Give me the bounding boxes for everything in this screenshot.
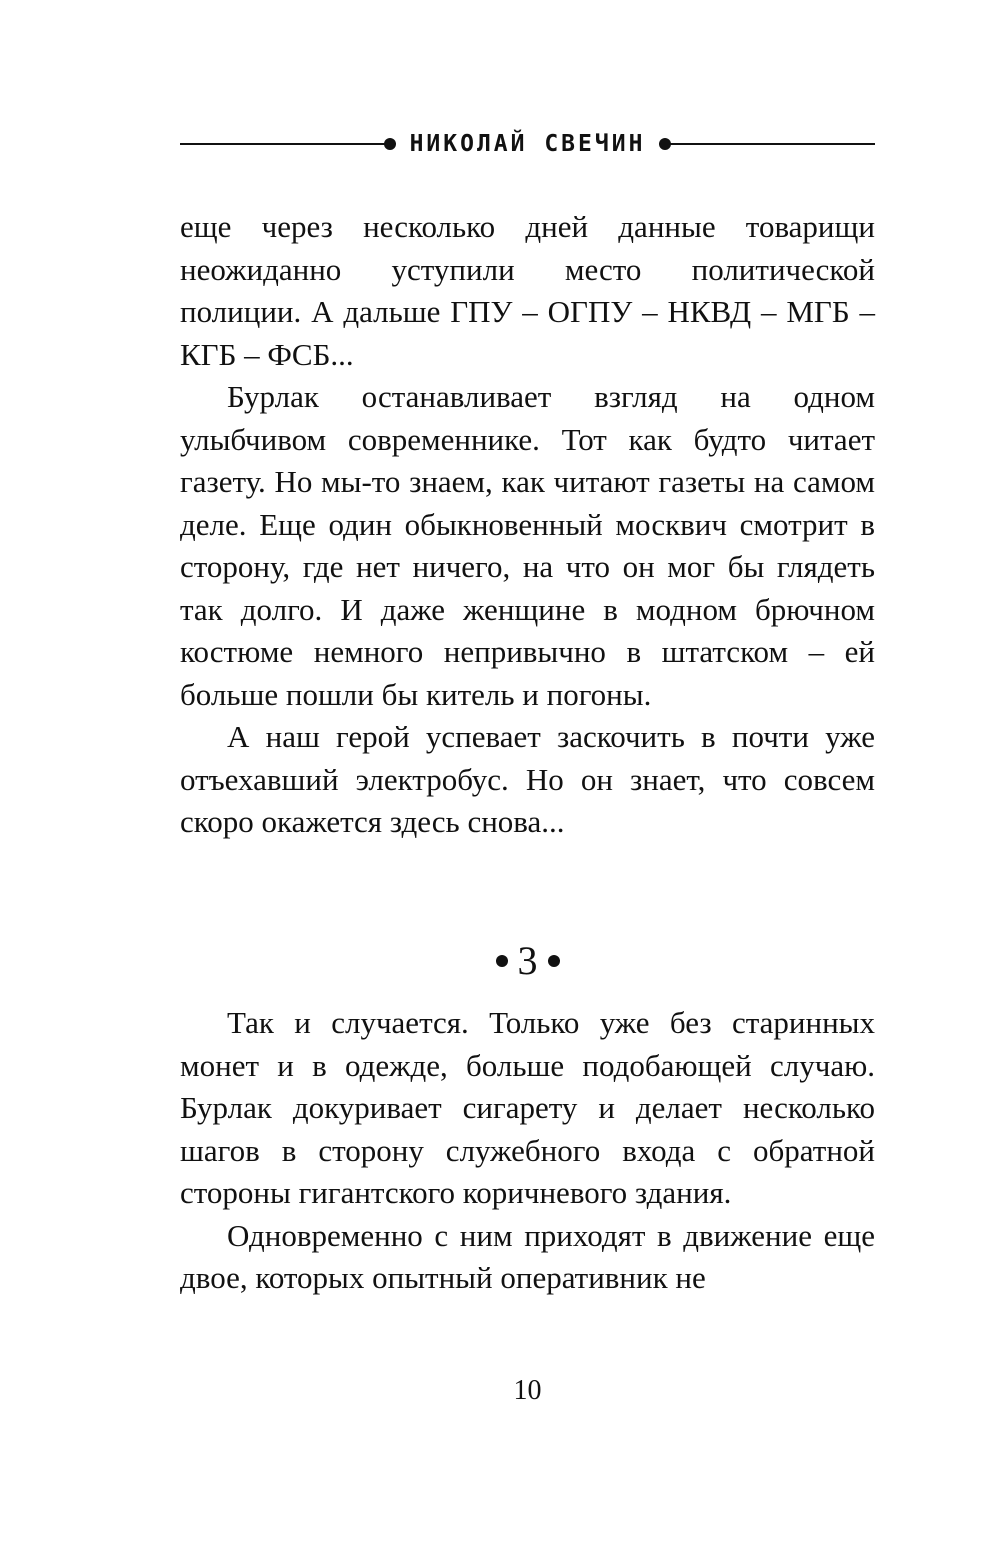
header-author-name: НИКОЛАЙ СВЕЧИН	[409, 131, 646, 157]
paragraph-2: Бурлак останавливает взгляд на одном улыбчивом современнике. Тот как будто читает газету. Но мы-то знаем, как читают газеты на самом деле. Еще один обыкновенный москвич смотрит в сторону, где нет ничего, на что он мог бы глядеть так долго. И даже женщине в модном брючном костюме немного непривычно в штатском – ей больше пошли бы китель и погоны.	[180, 379, 875, 712]
chapter-heading	[180, 938, 875, 984]
paragraph-4: Так и случается. Только уже без старинных монет и в одежде, больше подобающей случаю. Бурлак докуривает сигарету и делает несколько шагов в сторону служебного входа с обратной стороны гигантского коричневого здания.	[180, 1005, 875, 1210]
chapter-bullet-right	[548, 955, 560, 967]
paragraph-1: еще через несколько дней данные товарищи неожиданно уступили место политической полиции. А дальше ГПУ – ОГПУ – НКВД – МГБ – КГБ – ФСБ...	[180, 209, 875, 372]
chapter-number: 3	[517, 938, 538, 983]
chapter-bullet-left	[496, 955, 508, 967]
running-header	[180, 128, 875, 160]
paragraph-5: Одновременно с ним приходят в движение еще двое, которых опытный оперативник не	[180, 1217, 875, 1295]
paragraph-3: А наш герой успевает заскочить в почти уже отъехавший электробус. Но он знает, что совсем скоро окажется здесь снова...	[180, 719, 875, 839]
body-text-chapter-3	[180, 1002, 875, 1300]
page-number: 10	[513, 1375, 542, 1406]
body-text-before-chapter	[180, 206, 875, 844]
header-rule-right	[670, 143, 875, 145]
